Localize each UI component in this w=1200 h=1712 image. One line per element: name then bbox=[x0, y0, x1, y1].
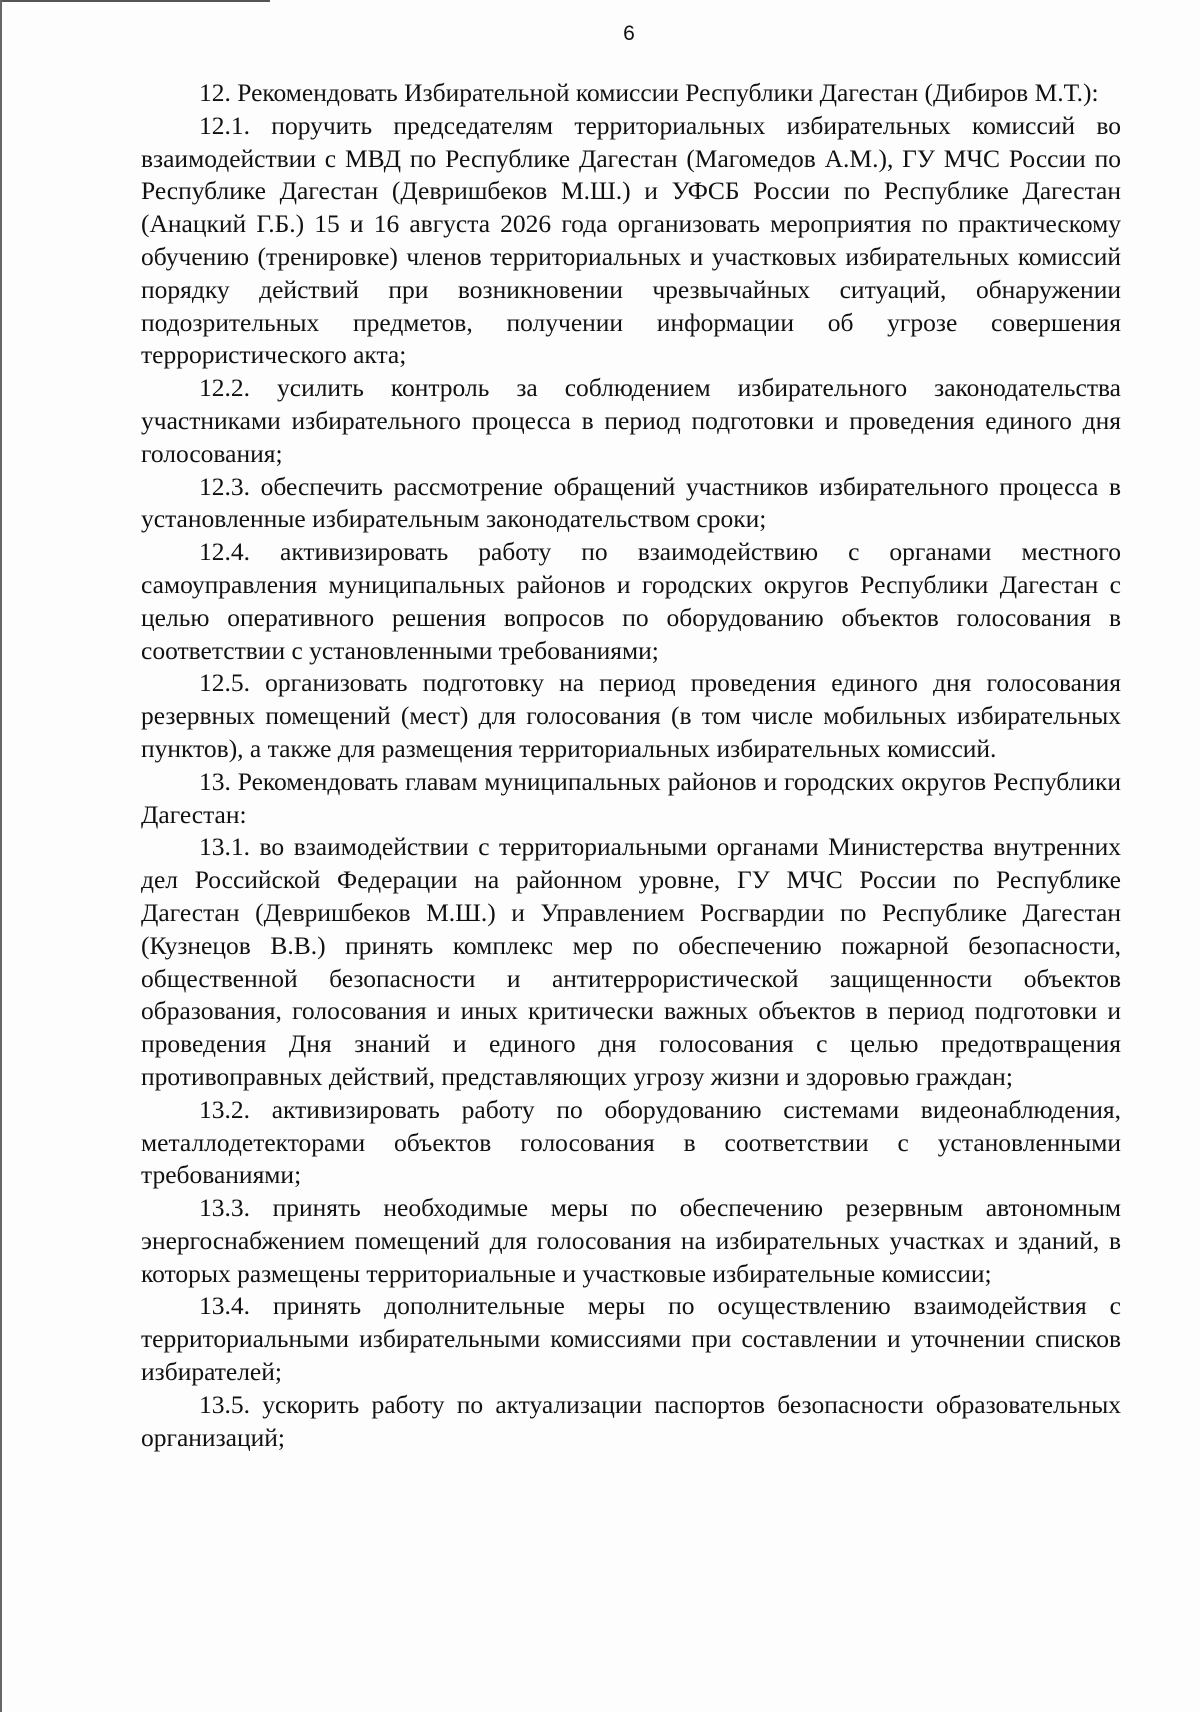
scan-edge-top bbox=[0, 0, 270, 2]
paragraph-13-1: 13.1. во взаимодействии с территориальными органами Министерства внутренних дел Российской Федерации на районном уровне, ГУ МЧС России по Республике Дагестан (Девришбеков М.Ш.) и Управлением Росгвардии по Республике Дагестан (Кузнецов В.В.) принять комплекс мер по обеспечению пожарной безопасности, общественной безопасности и антитеррористической защищенности объектов образования, голосования и иных критически важных объектов в период подготовки и проведения Дня знаний и единого дня голосования с целью предотвращения противоправных действий, представляющих угрозу жизни и здоровью граждан; bbox=[141, 832, 1121, 1091]
document-body bbox=[141, 77, 1121, 1454]
page-number: 6 bbox=[623, 22, 635, 45]
paragraph-12-5: 12.5. организовать подготовку на период проведения единого дня голосования резервных помещений (мест) для голосования (в том числе мобильных избирательных пунктов), а также для размещения территориальных избирательных комиссий. bbox=[141, 668, 1121, 763]
paragraph-13-5: 13.5. ускорить работу по актуализации паспортов безопасности образовательных организаций; bbox=[141, 1389, 1121, 1452]
paragraph-12-1: 12.1. поручить председателям территориальных избирательных комиссий во взаимодействии с МВД по Республике Дагестан (Магомедов А.М.), ГУ МЧС России по Республике Дагестан (Девришбеков М.Ш.) и УФСБ России по Республике Дагестан (Анацкий Г.Б.) 15 и 16 августа 2026 года организовать мероприятия по практическому обучению (тренировке) членов территориальных и участковых избирательных комиссий порядку действий при возникновении чрезвычайных ситуаций, обнаружении подозрительных предметов, получении информации об угрозе совершения террористического акта; bbox=[141, 110, 1121, 370]
paragraph-13-2: 13.2. активизировать работу по оборудованию системами видеонаблюдения, металлодетекторами объектов голосования в соответствии с установленными требованиями; bbox=[141, 1094, 1121, 1190]
paragraph-12-3: 12.3. обеспечить рассмотрение обращений участников избирательного процесса в установленные избирательным законодательством сроки; bbox=[141, 471, 1121, 534]
paragraph-13-3: 13.3. принять необходимые меры по обеспечению резервным автономным энергоснабжением помещений для голосования на избирательных участках и зданий, в которых размещены территориальные и участковые избирательные комиссии; bbox=[141, 1193, 1121, 1288]
paragraph-13: 13. Рекомендовать главам муниципальных районов и городских округов Республики Дагестан: bbox=[141, 766, 1121, 829]
paragraph-12-4: 12.4. активизировать работу по взаимодействию с органами местного самоуправления муниципальных районов и городских округов Республики Дагестан с целью оперативного решения вопросов по оборудованию объектов голосования в соответствии с установленными требованиями; bbox=[141, 537, 1121, 665]
paragraph-12: 12. Рекомендовать Избирательной комиссии Республики Дагестан (Дибиров М.Т.): bbox=[199, 78, 1099, 107]
paragraph-13-4: 13.4. принять дополнительные меры по осуществлению взаимодействия с территориальными избирательными комиссиями при составлении и уточнении списков избирателей; bbox=[141, 1291, 1121, 1387]
paragraph-12-2: 12.2. усилить контроль за соблюдением избирательного законодательства участниками избирательного процесса в период подготовки и проведения единого дня голосования; bbox=[141, 373, 1121, 468]
scan-edge-left bbox=[0, 0, 2, 1712]
